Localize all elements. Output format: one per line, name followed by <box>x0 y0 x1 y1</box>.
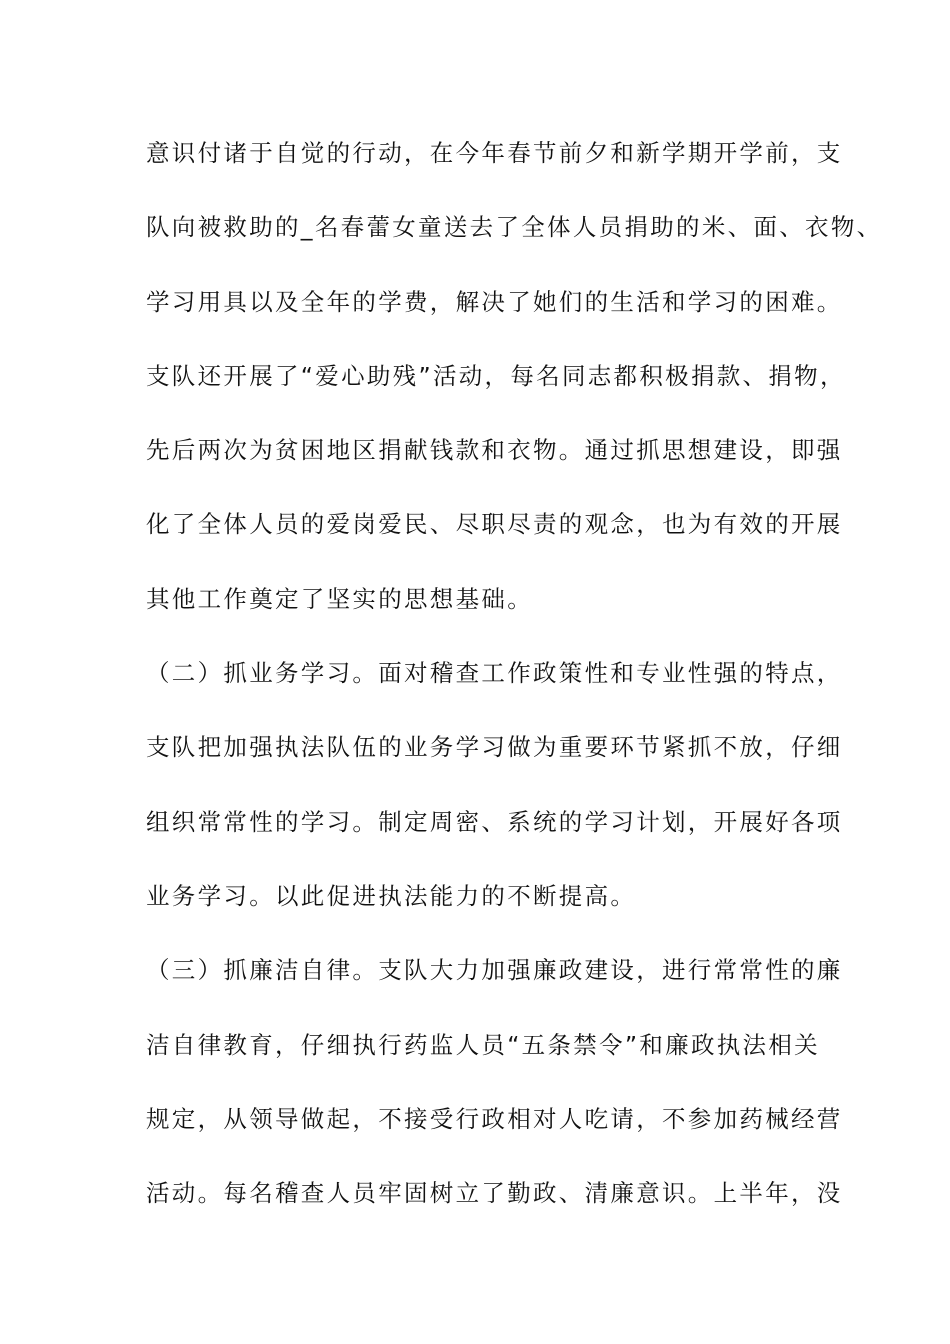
body-text <box>146 130 883 1244</box>
text-line: 活动。每名稽查人员牢固树立了勤政、清廉意识。上半年，没 <box>146 1179 843 1208</box>
text-line: 支队把加强执法队伍的业务学习做为重要环节紧抓不放，仔细 <box>146 733 843 762</box>
text-line: 洁自律教育，仔细执行药监人员“五条禁令”和廉政执法相关 <box>146 1030 820 1059</box>
text-line: 规定，从领导做起，不接受行政相对人吃请，不参加药械经营 <box>146 1104 843 1133</box>
text-line: 业务学习。以此促进执法能力的不断提高。 <box>146 881 637 910</box>
text-line: 其他工作奠定了坚实的思想基础。 <box>146 584 533 613</box>
text-line: 意识付诸于自觉的行动，在今年春节前夕和新学期开学前，支 <box>146 139 843 167</box>
text-line: 学习用具以及全年的学费，解决了她们的生活和学习的困难。 <box>146 287 843 316</box>
text-line: 先后两次为贫困地区捐献钱款和衣物。通过抓思想建设，即强 <box>146 436 843 465</box>
text-line: 组织常常性的学习。制定周密、系统的学习计划，开展好各项 <box>146 807 843 836</box>
text-line: 队向被救助的_名春蕾女童送去了全体人员捐助的米、面、衣物、 <box>146 213 883 242</box>
text-line: 支队还开展了“爱心助残”活动，每名同志都积极捐款、捐物， <box>146 361 846 390</box>
section-heading-line: （三）抓廉洁自律。支队大力加强廉政建设，进行常常性的廉 <box>146 956 843 985</box>
text-line: 化了全体人员的爱岗爱民、尽职尽责的观念，也为有效的开展 <box>146 510 843 539</box>
section-heading-line: （二）抓业务学习。面对稽查工作政策性和专业性强的特点， <box>146 659 843 688</box>
